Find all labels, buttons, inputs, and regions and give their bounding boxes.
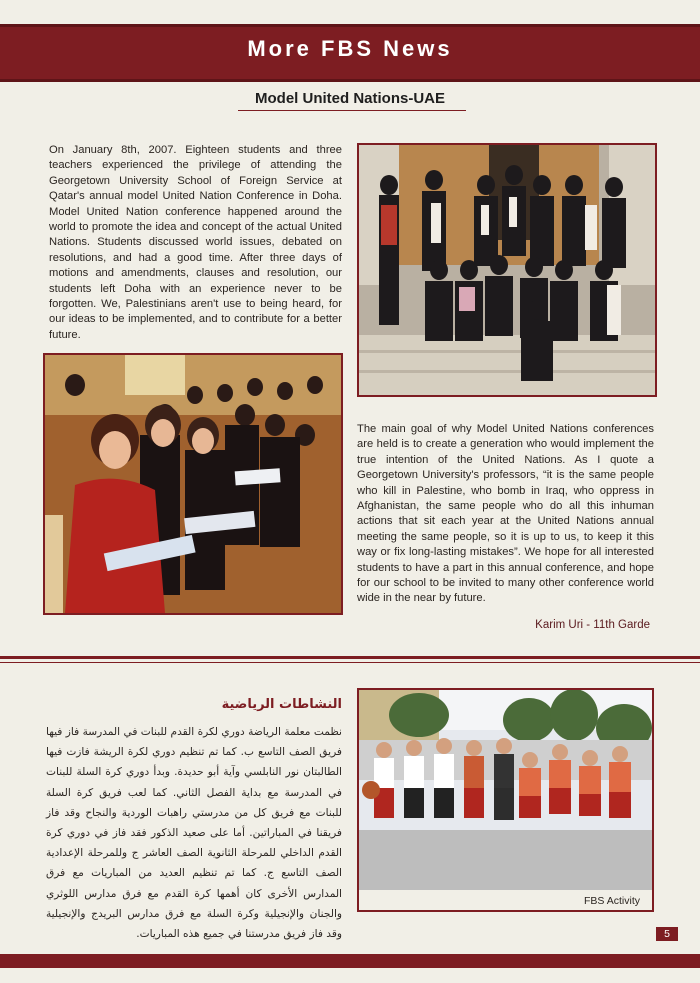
sports-team-photo bbox=[357, 688, 654, 912]
conference-room-photo bbox=[43, 353, 343, 615]
article-author: Karim Uri - 11th Garde bbox=[535, 619, 650, 631]
article-paragraph-2: The main goal of why Model United Nations conferences are held is to create a generation who would implement the true intention of the United Nations. As I quote a Georgetown University's professors, “it is the same people who kill in Palestine, who bomb in Iraq, who oppress in Afghanistan, the same people who do all this inhuman actions that sit each year at the United Nations annual meeting the same people, so it is up to us, to keep it this way or fix long-lasting mistakes”. We hope for all interested students to have a part in this annual conference, and hope for our school to be invited to many other conference world wide in the near by future. bbox=[357, 423, 654, 605]
sports-section-title: النشاطات الرياضية bbox=[221, 697, 342, 712]
article-title: Model United Nations-UAE bbox=[255, 90, 445, 107]
footer-band bbox=[0, 954, 700, 968]
photo-caption: FBS Activity bbox=[583, 895, 640, 907]
page-number: 5 bbox=[656, 927, 678, 941]
article-title-underline bbox=[238, 110, 466, 111]
photo-caption-bar bbox=[359, 890, 652, 910]
section-divider bbox=[0, 656, 700, 659]
page-header-title: More FBS News bbox=[247, 36, 453, 61]
group-photo-steps bbox=[357, 143, 657, 397]
section-divider-thin bbox=[0, 662, 700, 663]
sports-section-body: نظمت معلمة الرياضة دوري لكرة القدم للبنات في المدرسة فاز فيها فريق الصف التاسع ب. كما تم تنظيم دوري لكرة الريشة فازت فيها الطالبتان نور النابلسي وآية أبو حديدة. وبدأ دوري كرة السلة للبنات في المدرسة مع بداية الفصل الثاني. كما لعب فريق كرة السلة للبنات مع فريق كل من مدرستي راهبات الوردية والنجاح وقد فاز فريقنا في المباراتين. أما على صعيد الذكور فقد فاز في دوري كرة القدم الداخلي للمرحلة الثانوية الصف العاشر ج وللمرحلة الإعدادية الصف التاسع ج. كما تم تنظيم العديد من المباريات مع فرق المدارس الأخرى كان أهمها كرة القدم مع فرق مدارس اللوثري والجنان والإنجيلية وكرة السلة مع فرق مدارس البريدج والإنجيلية وقد فاز فريق مدرستنا في جميع هذه المباريات. bbox=[46, 726, 342, 941]
article-paragraph-1: On January 8th, 2007. Eighteen students and three teachers experienced the privilege of attending the Georgetown University School of Foreign Service at Qatar's annual model United Nation Conference in Doha. Model United Nation conference happened around the world to promote the idea and concept of the actual United Nations. Students discussed world issues, debated on resolutions, and had a good time. After three days of motions and amendments, clauses and resolution, our students left Doha with an experience never to be forgotten. We, Palestinians aren't use to being heard, for our ideas to be implemented, and to contribute for a better future. bbox=[49, 144, 342, 341]
